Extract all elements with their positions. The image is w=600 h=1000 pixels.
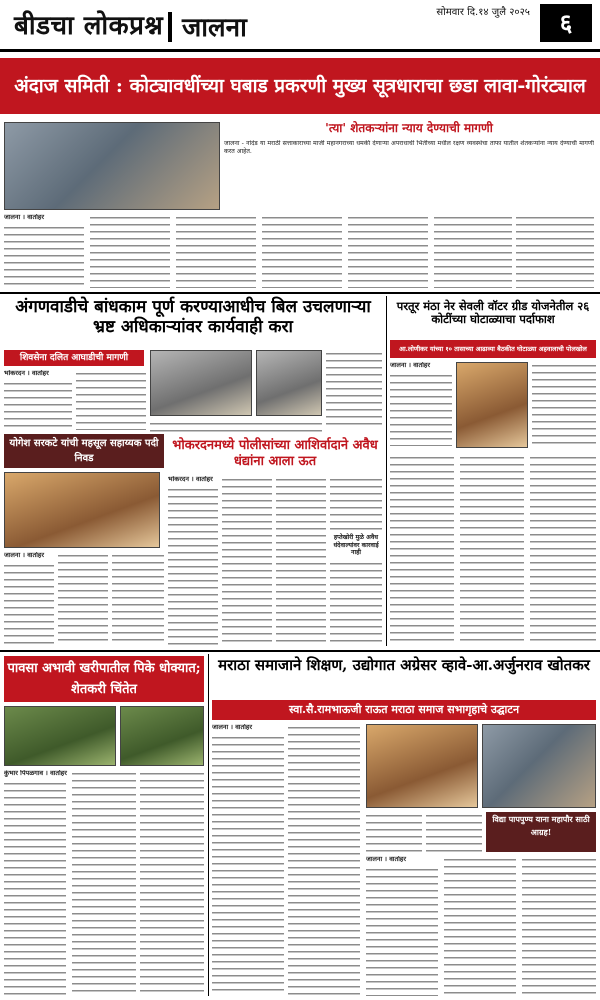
headline-anganwadi: अंगणवाडीचे बांधकाम पूर्ण करण्याआधीच बिल उचलणाऱ्या भ्रष्ट अधिकाऱ्यांवर कार्यवाही करा xyxy=(15,297,371,337)
text-column xyxy=(112,552,164,646)
photo-inauguration-2 xyxy=(482,724,596,808)
masthead-separator xyxy=(168,12,172,42)
text-column xyxy=(4,380,72,430)
text-column xyxy=(212,734,284,996)
section-rule xyxy=(0,650,600,652)
text-column xyxy=(390,372,452,446)
headline-maratha: मराठा समाजाने शिक्षण, उद्योगात अग्रेसर व्हावे-आ.अर्जुनराव खोतकर xyxy=(218,656,590,674)
text-column xyxy=(222,476,272,646)
photo-crop-2 xyxy=(120,706,204,766)
text-column xyxy=(76,370,146,430)
text-column xyxy=(390,454,454,644)
story2-body xyxy=(4,370,146,430)
text-column xyxy=(532,362,596,448)
story6-dateline: कुंभार पिंपळगाव । वार्ताहर xyxy=(4,770,67,777)
text-column xyxy=(262,214,342,288)
text-column xyxy=(4,780,66,996)
story4-body xyxy=(4,552,164,646)
headline-sabhagruh: स्वा.सै.रामभाऊजी राऊत मराठा समाज सभागृहाचे उद्घाटन xyxy=(212,700,596,720)
headline-rain: पावसा अभावी खरीपातील पिके धोक्यात; शेतकरी चिंतेत xyxy=(4,656,204,702)
story2-dateline: भोकरदन । वार्ताहर xyxy=(4,370,49,377)
photo-anganwadi-building xyxy=(150,350,252,416)
headline-vidya: विद्या पापपुण्य याना महापौर साठी आग्रह! xyxy=(486,812,596,852)
text-column xyxy=(426,812,482,852)
story3-dateline: जालना । वार्ताहर xyxy=(390,362,430,369)
text-column xyxy=(72,770,136,996)
story9-body xyxy=(366,856,596,996)
text-column xyxy=(168,486,218,646)
story5-subhead: हप्तेखोरी मुळे अवैध धंदेवाल्यांवर कारवाई नाही xyxy=(333,534,379,557)
paper-name: बीडचा लोकप्रश्न xyxy=(14,11,164,41)
photo-mla-lonikar xyxy=(456,362,528,448)
text-column xyxy=(530,454,596,644)
story7-dateline: जालना । वार्ताहर xyxy=(212,724,252,731)
page-number: ६ xyxy=(540,4,592,42)
column-rule xyxy=(386,296,387,646)
issue-date: सोमवार दि.१४ जुलै २०२५ xyxy=(436,7,530,18)
headline-water-grid: परतूर मंठा नेर सेवली वॉटर ग्रीड योजनेतील २६ कोटींच्या घोटाळ्याचा पर्दाफाश xyxy=(396,299,590,327)
text-column xyxy=(366,812,422,852)
story3-strip: आ.लोणीकर यांच्या १० तासाच्या आढाव्या बैठकीत घोटाळ्या अहवालाची पोलखोल xyxy=(390,340,596,358)
text-column xyxy=(4,562,54,646)
story1-lead: जालना - नांदेड या मराठी सत्ताकाराच्या माजी महानगराच्या धमकी देणाऱ्या अपराधाची भिंतींच्या मधील रक्षण व्यवस्थेचा ताफा यातील शेतकऱ्यांना न्याय देण्याची मागणी करत आहेत. xyxy=(224,140,594,155)
section-rule xyxy=(0,292,600,294)
story5-dateline: भोकरदन । वार्ताहर xyxy=(168,476,213,483)
text-column xyxy=(444,856,516,996)
story9-dateline: जालना । वार्ताहर xyxy=(366,856,406,863)
text-column xyxy=(90,214,170,288)
story5-body xyxy=(168,476,382,646)
headline-yogesh: योगेश सरकटे यांची महसूल सहाय्यक पदी निवड xyxy=(4,434,164,468)
story1-body xyxy=(4,214,594,290)
story4-dateline: जालना । वार्ताहर xyxy=(4,552,44,559)
masthead xyxy=(0,0,600,52)
story2-strip: शिवसेना दलित आघाडीची मागणी xyxy=(4,350,144,366)
text-column xyxy=(330,476,382,532)
text-column xyxy=(348,214,428,288)
photo-crop-1 xyxy=(4,706,116,766)
text-column xyxy=(58,552,108,646)
headline-bhokardan: भोकरदनमध्ये पोलीसांच्या आशिर्वादाने अवैध धंद्यांना आला ऊत xyxy=(172,438,378,469)
text-column xyxy=(434,214,512,288)
text-column xyxy=(4,224,84,288)
story1-subhead: 'त्या' शेतकऱ्यांना न्याय देण्याची मागणी xyxy=(325,121,493,135)
text-column xyxy=(288,724,360,996)
city-name: जालना xyxy=(182,13,247,43)
photo-anganwadi-site xyxy=(256,350,322,416)
text-column xyxy=(326,350,382,430)
column-rule xyxy=(208,654,209,996)
story3-body xyxy=(390,362,596,646)
photo-meeting xyxy=(4,122,220,210)
headline-main: अंदाज समिती : कोट्यावधींच्या घबाड प्रकरणी मुख्य सूत्रधाराचा छडा लावा-गोरंट्याल xyxy=(0,58,600,114)
story7-body xyxy=(212,724,362,996)
photo-caption xyxy=(150,420,322,432)
text-column xyxy=(516,214,594,288)
text-column xyxy=(140,770,204,996)
text-column xyxy=(522,856,596,996)
photo-inauguration-1 xyxy=(366,724,478,808)
story1-dateline: जालना । वार्ताहर xyxy=(4,214,44,221)
text-column xyxy=(176,214,256,288)
text-column xyxy=(276,476,326,646)
text-column xyxy=(330,560,382,646)
text-column xyxy=(366,866,438,996)
text-column xyxy=(460,454,524,644)
photo-yogesh xyxy=(4,472,160,548)
